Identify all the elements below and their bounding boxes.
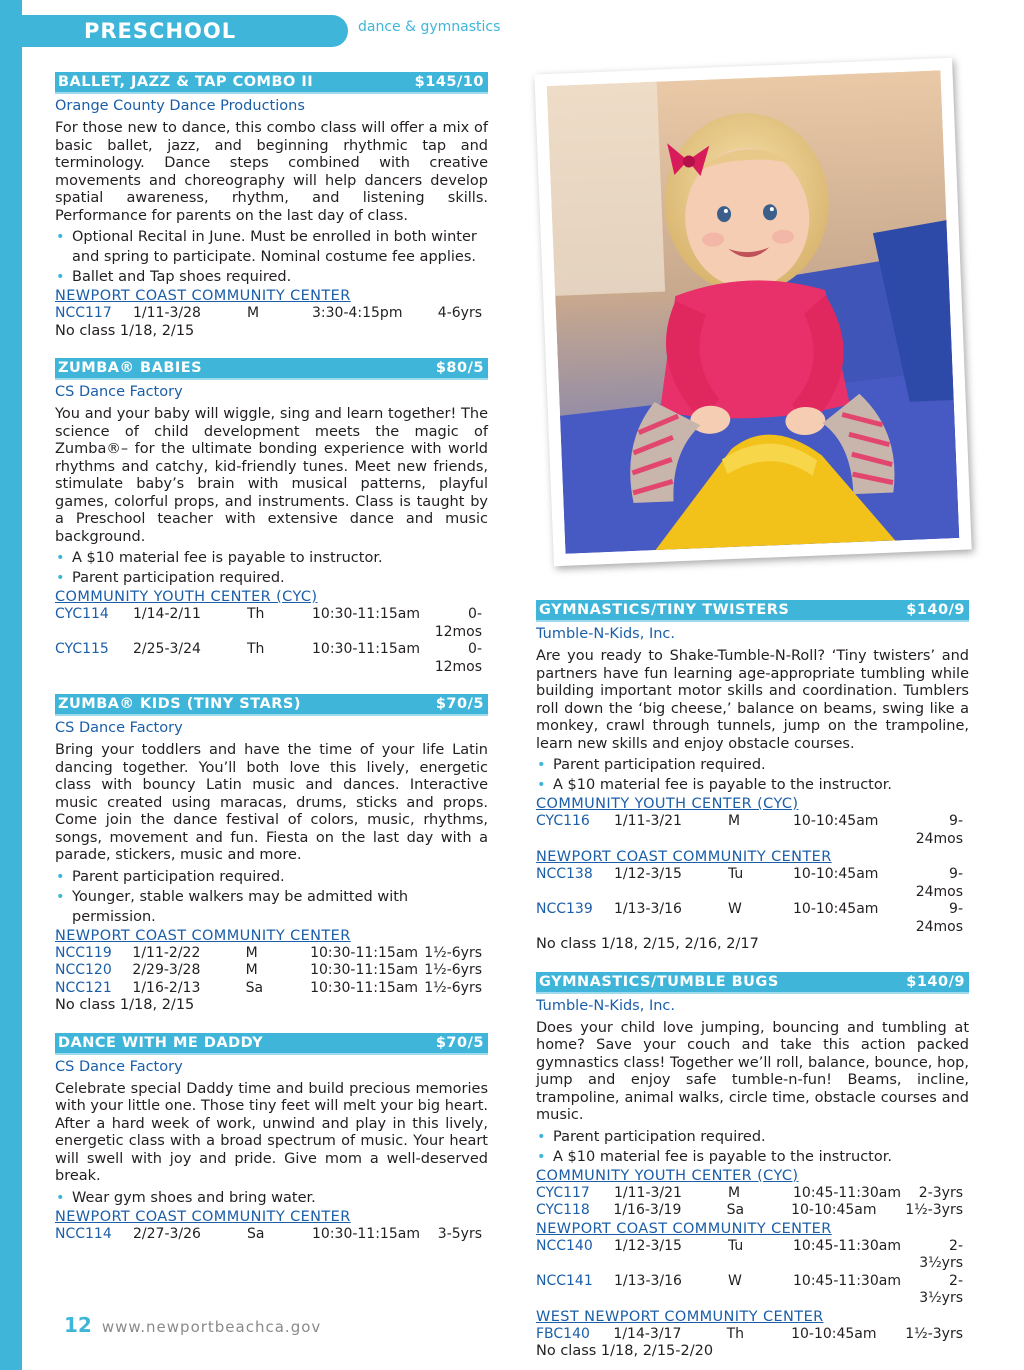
left-column (55, 72, 488, 1261)
session-dates: 2/29-3/28 (132, 962, 201, 978)
course-title: BALLET, JAZZ & TAP COMBO II (58, 74, 314, 90)
session-day: M (245, 962, 258, 978)
session-age: 3-5yrs (437, 1225, 482, 1242)
course-venues (536, 1167, 969, 1344)
bullet-item: • Younger, stable walkers may be admitted with permission. (55, 887, 488, 927)
session-row (55, 305, 488, 323)
venue-link[interactable]: NEWPORT COAST COMMUNITY CENTER (536, 849, 832, 865)
session-row (536, 1326, 969, 1344)
course-header (55, 694, 488, 716)
session-time: 10-10:45am (791, 1325, 877, 1342)
course-venues (55, 287, 488, 323)
session-day: Sa (726, 1202, 745, 1218)
course-description: Does your child love jumping, bouncing and tumbling at home? Save your couch and take this action packed gymnastics class! Together we’ll roll, balance, bounce, hop, jump and enjoy safe tumble-n-fun! Beams, incline, trampoline, animal walks, circle time, obstacle courses and music. (536, 1019, 969, 1123)
session-row (536, 1185, 969, 1203)
session-time: 10:30-11:15am (312, 641, 420, 657)
course-description: Celebrate special Daddy time and build precious memories with your little one. Those tiny feet will melt your big heart. After a hard week of work, unwind and play in this lively, energetic class with a broad spectrum of music. Your heart will swell with joy and pride. Give mom a well-deserved break. (55, 1080, 488, 1184)
session-row (536, 1202, 969, 1220)
bullet-item: • A $10 material fee is payable to instructor. (55, 548, 488, 568)
course-description: For those new to dance, this combo class will offer a mix of basic ballet, jazz, and beginning rhythmic tap and terminology. Dance steps combined with creative movements and choreography will help dancers develop spatial awareness, rhythm, and listening skills. Performance for parents on the last day of class. (55, 120, 488, 224)
session-time: 10-10:45am (793, 866, 879, 882)
session-time: 3:30-4:15pm (312, 305, 403, 321)
session-code[interactable]: CYC118 (536, 1202, 590, 1218)
course-price: $140/9 (906, 973, 965, 990)
course-bullets (55, 867, 488, 927)
course-bullets (55, 227, 488, 287)
course-title: ZUMBA® BABIES (58, 360, 203, 376)
session-age: 4-6yrs (437, 305, 482, 321)
session-age: 1½-6yrs (424, 944, 482, 961)
session-time: 10-10:45am (791, 1202, 877, 1218)
session-day: M (247, 305, 260, 321)
session-code[interactable]: NCC117 (55, 305, 112, 321)
course-provider: CS Dance Factory (55, 720, 183, 736)
right-column (536, 600, 969, 1370)
course-provider: Tumble-N-Kids, Inc. (536, 626, 675, 642)
course-bullets (536, 1127, 969, 1167)
session-day: Th (247, 641, 265, 657)
session-time: 10:30-11:15am (312, 606, 420, 622)
session-code[interactable]: NCC139 (536, 901, 593, 917)
course-price: $70/5 (435, 1034, 484, 1051)
bullet-item: • Parent participation required. (536, 755, 969, 775)
session-age: 0-12mos (434, 641, 482, 675)
session-code[interactable]: CYC115 (55, 641, 109, 657)
session-day: Sa (245, 979, 264, 996)
course-bullets (55, 1188, 488, 1208)
course-price: $70/5 (435, 696, 484, 712)
bullet-item: • Parent participation required. (536, 1127, 969, 1147)
session-row (536, 813, 969, 848)
session-day: M (728, 813, 741, 829)
section-title: PRESCHOOL (84, 19, 237, 43)
course-bullets (536, 755, 969, 795)
course-venues (55, 927, 488, 998)
section-subtitle: dance & gymnastics (358, 19, 501, 35)
session-time: 10:30-11:15am (312, 1225, 420, 1242)
session-dates: 1/16-3/19 (613, 1202, 682, 1218)
session-code[interactable]: NCC140 (536, 1237, 593, 1254)
session-code[interactable]: NCC120 (55, 962, 112, 978)
course-header (55, 72, 488, 94)
session-dates: 1/13-3/16 (614, 1272, 682, 1289)
course-price: $145/10 (414, 74, 484, 90)
course-note: No class 1/18, 2/15-2/20 (536, 1343, 714, 1359)
session-code[interactable]: NCC141 (536, 1272, 593, 1289)
course-block (536, 972, 969, 1361)
course-description: You and your baby will wiggle, sing and learn together! The science of child development meets the magic of Zumba®– for the ultimate bonding experience with world rhythms and catchy, kid-friendly tunes. Meet new friends, stimulate baby’s brain with musical patterns, playful games, colorful props, and instruments. Class is taught by a Preschool teacher with extensive dance and music background. (55, 406, 488, 545)
session-age: 2-3yrs (918, 1184, 963, 1201)
child-on-balance-beam-illustration (547, 70, 959, 553)
session-code[interactable]: CYC114 (55, 606, 109, 622)
venue-link[interactable]: NEWPORT COAST COMMUNITY CENTER (55, 927, 351, 944)
course-block (55, 694, 488, 1015)
course-description: Bring your toddlers and have the time of your life Latin dancing together. You’ll both love this lively, energetic class with bouncy Latin music and dances. Interactive music created using maracas, drums, sticks and props. Come join the dance festival of colors, music, rhythms, songs, movement and fun. Fiesta on the last day with a parade, stickers, music and more. (55, 742, 488, 863)
session-row (55, 980, 488, 998)
session-code[interactable]: CYC116 (536, 813, 590, 829)
session-dates: 2/27-3/26 (133, 1225, 201, 1242)
session-row (536, 866, 969, 901)
venue-link[interactable]: WEST NEWPORT COMMUNITY CENTER (536, 1308, 824, 1325)
session-time: 10:45-11:30am (793, 1272, 901, 1289)
session-code[interactable]: NCC119 (55, 944, 112, 961)
course-title: GYMNASTICS/TUMBLE BUGS (539, 973, 779, 990)
session-age: 1½-3yrs (905, 1202, 963, 1218)
bullet-item: • A $10 material fee is payable to the instructor. (536, 1147, 969, 1167)
page-number: 12 (64, 1313, 92, 1337)
session-code[interactable]: NCC138 (536, 866, 593, 882)
session-row (536, 901, 969, 936)
website-link[interactable]: www.newportbeachca.gov (101, 1318, 322, 1336)
session-age: 9-24mos (915, 866, 963, 900)
session-age: 1½-6yrs (424, 979, 482, 996)
session-row (55, 1226, 488, 1244)
session-row (536, 1238, 969, 1273)
venue-link[interactable]: COMMUNITY YOUTH CENTER (CYC) (55, 589, 318, 605)
course-header (536, 972, 969, 994)
course-price: $140/9 (906, 602, 965, 618)
session-time: 10:45-11:30am (793, 1237, 901, 1254)
course-venues (536, 795, 969, 936)
course-title: GYMNASTICS/TINY TWISTERS (539, 602, 790, 618)
course-provider: CS Dance Factory (55, 1058, 183, 1075)
session-dates: 1/13-3/16 (614, 901, 682, 917)
course-provider: CS Dance Factory (55, 384, 183, 400)
session-age: 9-24mos (915, 813, 963, 847)
venue-link[interactable]: COMMUNITY YOUTH CENTER (CYC) (536, 1167, 799, 1184)
session-day: M (245, 944, 258, 961)
session-dates: 1/12-3/15 (614, 866, 682, 882)
session-day: Th (726, 1325, 744, 1342)
course-venues (55, 588, 488, 676)
session-row (536, 1273, 969, 1308)
session-day: Tu (728, 866, 744, 882)
venue-link[interactable]: COMMUNITY YOUTH CENTER (CYC) (536, 796, 799, 812)
session-dates: 1/14-2/11 (133, 606, 201, 622)
course-price: $80/5 (435, 360, 484, 376)
session-dates: 1/11-3/21 (614, 813, 682, 829)
session-time: 10:45-11:30am (793, 1184, 901, 1201)
venue-link[interactable]: NEWPORT COAST COMMUNITY CENTER (55, 1208, 351, 1225)
session-code[interactable]: CYC117 (536, 1184, 590, 1201)
session-dates: 1/14-3/17 (613, 1325, 682, 1342)
session-day: M (728, 1184, 741, 1201)
child-photo (534, 58, 971, 566)
session-row (55, 945, 488, 963)
session-row (55, 962, 488, 980)
course-header (55, 1033, 488, 1055)
course-note: No class 1/18, 2/15, 2/16, 2/17 (536, 936, 759, 952)
bullet-item: • Wear gym shoes and bring water. (55, 1188, 488, 1208)
session-code[interactable]: NCC114 (55, 1225, 112, 1242)
page-footer (64, 1313, 321, 1337)
course-provider: Tumble-N-Kids, Inc. (536, 997, 675, 1014)
session-dates: 1/12-3/15 (614, 1237, 682, 1254)
session-dates: 2/25-3/24 (133, 641, 201, 657)
bullet-item: • Ballet and Tap shoes required. (55, 267, 488, 287)
session-age: 1½-6yrs (424, 962, 482, 978)
session-day: Tu (728, 1237, 744, 1254)
bullet-item: • Parent participation required. (55, 867, 488, 887)
bullet-item: • A $10 material fee is payable to the instructor. (536, 775, 969, 795)
session-time: 10:30-11:15am (310, 962, 419, 978)
venue-link[interactable]: NEWPORT COAST COMMUNITY CENTER (536, 1220, 832, 1237)
session-day: W (728, 1272, 742, 1289)
course-provider: Orange County Dance Productions (55, 98, 305, 114)
course-header (55, 358, 488, 380)
bullet-item: • Optional Recital in June. Must be enrolled in both winter and spring to participate. Nominal costume fee applies. (55, 227, 488, 267)
session-time: 10-10:45am (793, 813, 879, 829)
session-time: 10:30-11:15am (310, 944, 419, 961)
course-bullets (55, 548, 488, 588)
session-code[interactable]: FBC140 (536, 1325, 590, 1342)
session-dates: 1/16-2/13 (132, 979, 201, 996)
course-block (536, 600, 969, 954)
course-block (55, 72, 488, 340)
session-day: Th (247, 606, 265, 622)
session-code[interactable]: NCC121 (55, 979, 112, 996)
course-title: ZUMBA® KIDS (TINY STARS) (58, 696, 301, 712)
venue-link[interactable]: NEWPORT COAST COMMUNITY CENTER (55, 288, 351, 304)
course-note: No class 1/18, 2/15 (55, 997, 195, 1013)
course-description: Are you ready to Shake-Tumble-N-Roll? ‘Tiny twisters’ and partners have fun learning age-appropriate tumbling while building important motor skills and coordination. Tumblers roll down the ‘big cheese,’ balance on beams, swing like a monkey, crawl through tunnels, jump on the trampoline, learn new skills and enjoy obstacle courses. (536, 648, 969, 752)
side-accent-bar (0, 0, 22, 1370)
session-time: 10:30-11:15am (310, 979, 419, 996)
course-block (55, 1033, 488, 1244)
session-age: 9-24mos (915, 901, 963, 935)
session-row (55, 641, 488, 676)
session-time: 10-10:45am (793, 901, 879, 917)
course-header (536, 600, 969, 622)
course-venues (55, 1208, 488, 1244)
session-age: 2-3½yrs (919, 1237, 963, 1271)
session-day: Sa (247, 1225, 265, 1242)
session-row (55, 606, 488, 641)
bullet-item: • Parent participation required. (55, 568, 488, 588)
session-age: 0-12mos (434, 606, 482, 640)
course-block (55, 358, 488, 676)
session-age: 1½-3yrs (905, 1325, 963, 1342)
session-dates: 1/11-3/28 (133, 305, 201, 321)
session-age: 2-3½yrs (919, 1272, 963, 1306)
session-day: W (728, 901, 742, 917)
course-title: DANCE WITH ME DADDY (58, 1034, 264, 1051)
session-dates: 1/11-3/21 (614, 1184, 682, 1201)
session-dates: 1/11-2/22 (132, 944, 201, 961)
course-note: No class 1/18, 2/15 (55, 322, 195, 339)
